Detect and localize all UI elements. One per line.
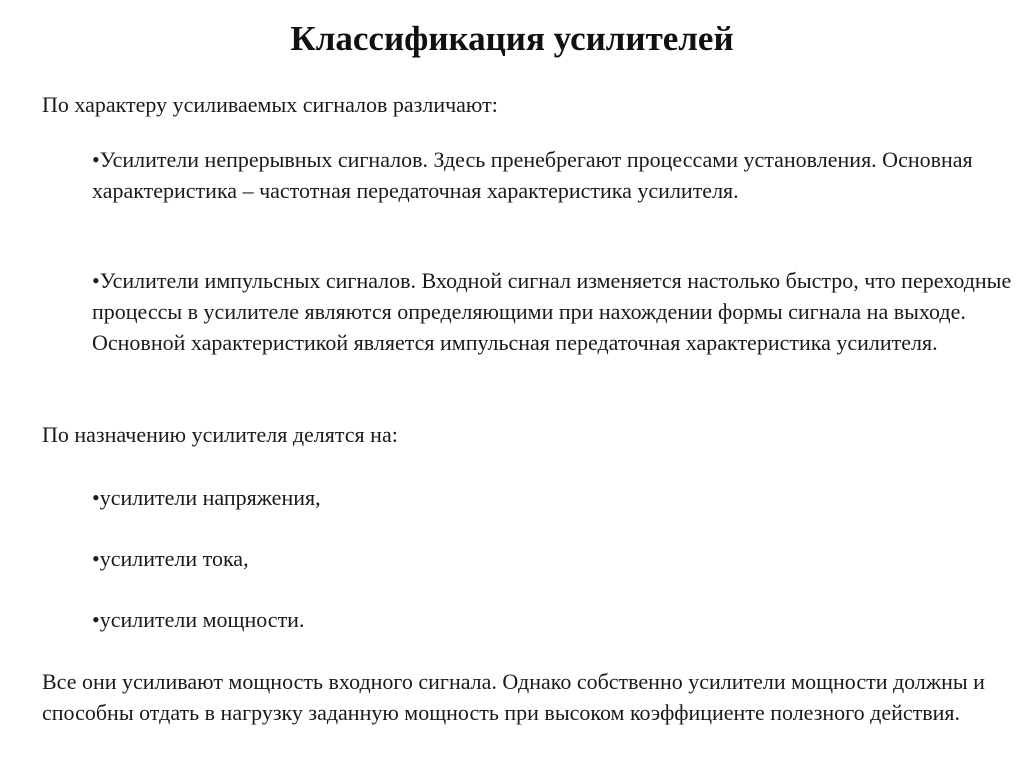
bullet-text: Усилители непрерывных сигналов. Здесь пренебрегают процессами установления. Основная характеристика – частотная передаточная характеристика усилителя.: [92, 147, 973, 203]
bullet-marker: •: [92, 485, 100, 510]
section2-intro: По назначению усилителя делятся на:: [42, 422, 398, 447]
bullet-pulse-signals: [92, 265, 1012, 358]
bullet-text: Усилители импульсных сигналов. Входной сигнал изменяется настолько быстро, что переходные процессы в усилителе являются определяющими при нахождении формы сигнала на выходе. Основной характеристикой является импульсная передаточная характеристика усилителя.: [92, 268, 1012, 355]
bullet-text: усилители тока,: [99, 546, 249, 571]
conclusion-paragraph: Все они усиливают мощность входного сигнала. Однако собственно усилители мощности должны и способны отдать в нагрузку заданную мощность при высоком коэффициенте полезного действия.: [42, 669, 985, 725]
bullet-marker: •: [92, 147, 100, 172]
bullet-power-amplifiers: [92, 604, 1012, 635]
bullet-marker: •: [92, 546, 100, 571]
bullet-continuous-signals: [92, 144, 1012, 206]
bullet-text: усилители мощности.: [99, 607, 305, 632]
section1-intro: По характеру усиливаемых сигналов различают:: [42, 92, 498, 117]
bullet-marker: •: [92, 607, 100, 632]
bullet-voltage-amplifiers: [92, 482, 1012, 513]
bullet-marker: •: [92, 268, 100, 293]
slide-title: Классификация усилителей: [290, 19, 734, 58]
bullet-text: усилители напряжения,: [99, 485, 321, 510]
bullet-current-amplifiers: [92, 543, 1012, 574]
